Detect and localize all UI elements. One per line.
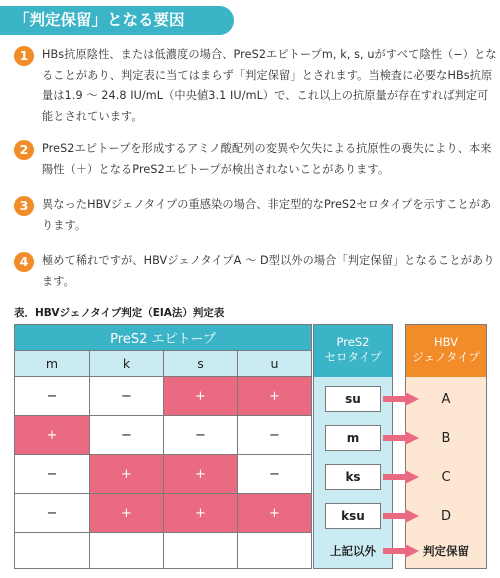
epitope-result-cell: + <box>164 494 238 533</box>
epitope-result-cell: + <box>164 455 238 494</box>
genotype-value: B <box>441 430 451 446</box>
genotype-header-line1: HBV <box>433 335 459 349</box>
epitope-result-cell: − <box>15 455 90 494</box>
note-item-3 <box>14 195 497 236</box>
note-number-badge: 3 <box>14 196 34 216</box>
epitope-result-cell: + <box>90 455 164 494</box>
genotype-value: D <box>440 508 451 524</box>
epitope-result-cell: + <box>15 416 90 455</box>
epitope-result-cell <box>15 533 90 569</box>
epitope-result-cell: + <box>90 494 164 533</box>
right-arrow-icon <box>383 509 419 523</box>
section-title-banner: 「判定保留」となる要因 <box>0 6 234 35</box>
serotype-header <box>314 325 392 377</box>
note-text: HBs抗原陰性、または低濃度の場合、PreS2エピトープm, k, s, uがすべて陰性（−）となることがあり、判定表に当てはまらず「判定保留」とされます。当検査に必要なHBs抗原量は1.9 ～ 24.8 IU/mL（中央値3.1 IU/mL）で、これ以上の抗原量が存在すれば判定可能とされています。 <box>42 48 497 123</box>
table-caption: 表．HBVジェノタイプ判定（EIA法）判定表 <box>14 307 225 319</box>
note-item-4 <box>14 251 497 292</box>
serotype-header-line1: PreS2 <box>336 335 370 349</box>
epitope-result-cell: − <box>238 416 312 455</box>
right-arrow-icon <box>383 470 419 484</box>
genotype-header <box>406 325 486 377</box>
right-arrow-icon <box>383 544 419 558</box>
genotype-value: A <box>441 391 451 407</box>
epitope-result-cell: − <box>238 455 312 494</box>
note-text: 異なったHBVジェノタイプの重感染の場合、非定型的なPreS2セロタイプを示すことがあります。 <box>42 198 492 232</box>
serotype-value: m <box>325 425 381 451</box>
epitope-result-cell <box>164 533 238 569</box>
epitope-header: PreS2 エピトープ <box>15 325 312 351</box>
serotype-value: ksu <box>325 503 381 529</box>
serotype-header-line2: セロタイプ <box>324 350 382 364</box>
note-item-1 <box>14 45 497 127</box>
genotype-header-line2: ジェノタイプ <box>412 350 480 364</box>
epitope-result-cell: + <box>238 377 312 416</box>
epitope-col-m: m <box>15 351 90 377</box>
epitope-col-s: s <box>164 351 238 377</box>
epitope-result-cell: − <box>90 377 164 416</box>
epitope-result-cell: + <box>238 494 312 533</box>
note-item-2 <box>14 139 497 180</box>
note-number-badge: 4 <box>14 252 34 272</box>
serotype-other: 上記以外 <box>330 544 376 558</box>
epitope-col-k: k <box>90 351 164 377</box>
genotype-pending: 判定保留 <box>423 544 469 558</box>
epitope-result-cell <box>90 533 164 569</box>
epitope-col-u: u <box>238 351 312 377</box>
serotype-value: su <box>325 386 381 412</box>
right-arrow-icon <box>383 431 419 445</box>
genotype-value: C <box>441 469 451 485</box>
epitope-result-cell: − <box>90 416 164 455</box>
epitope-result-cell: − <box>15 377 90 416</box>
right-arrow-icon <box>383 392 419 406</box>
note-text: 極めて稀れですが、HBVジェノタイプA ～ D型以外の場合「判定保留」となることがあります。 <box>42 254 495 288</box>
note-number-badge: 2 <box>14 140 34 160</box>
note-text: PreS2エピトープを形成するアミノ酸配列の変異や欠失による抗原性の喪失により、本来陽性（＋）となるPreS2エピトープが検出されないことがあります。 <box>42 142 492 176</box>
epitope-result-cell: − <box>164 416 238 455</box>
epitope-result-cell: + <box>164 377 238 416</box>
epitope-result-cell: − <box>15 494 90 533</box>
epitope-result-cell <box>238 533 312 569</box>
note-number-badge: 1 <box>14 46 34 66</box>
serotype-value: ks <box>325 464 381 490</box>
